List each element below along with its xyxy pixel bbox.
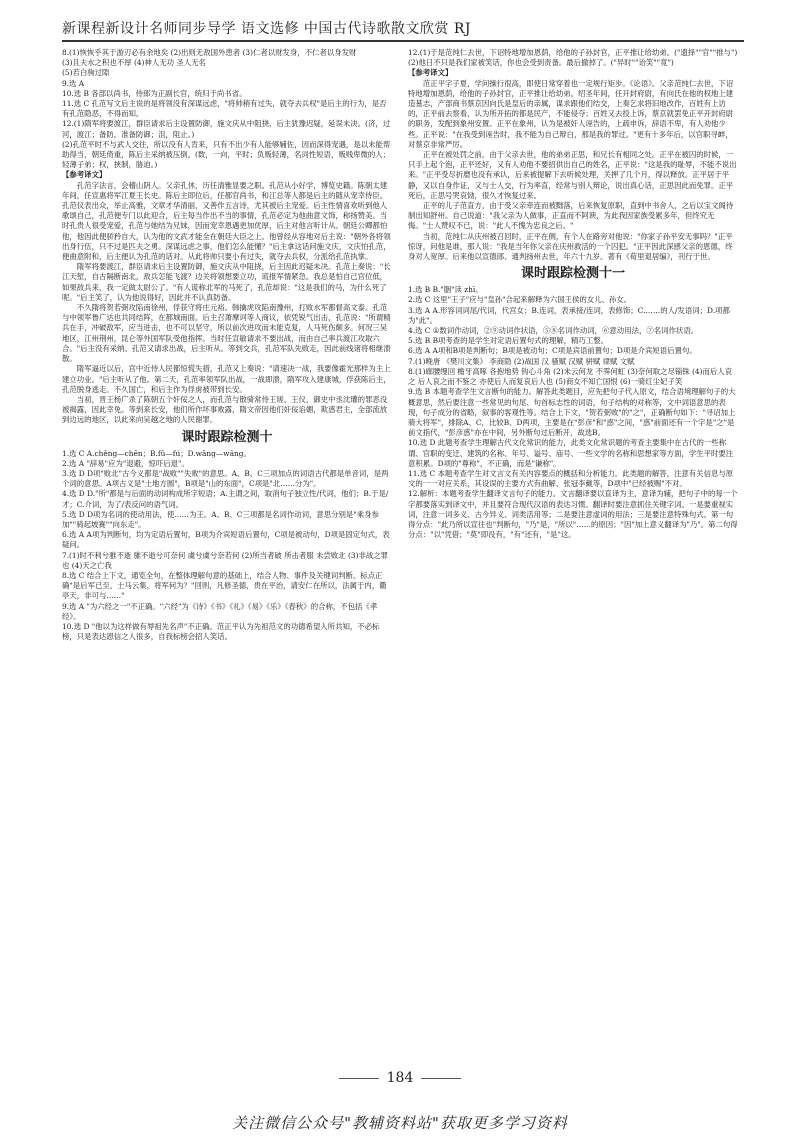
answer-line: 6.选 A A项为判断句，均为定语后置句，B项为介宾短语后置句，C项是被动句，D项是固定句式，表疑问。 [62, 530, 390, 550]
answer-line: 8.(1)廊腰缦回 檐牙高啄 各抱地势 钩心斗角 (2)未云何龙 不霁何虹 (3)奈何取之尽锱铢 (4)而后人哀之 后人哀之而不鉴之 亦使后人而复哀后人也 (5)商女不知亡国恨 (6)一骑红尘妃子笑 [408, 366, 733, 387]
answer-line: 4.选 C ①数词作动词，②⑨动词作状语，⑤⑧名词作动词，⑥意动用法，⑦名词作状语。 [408, 326, 699, 336]
answer-line: 2.选 C 这里"王子"应与"皇孙"合起来解释为六国王侯的女儿、孙女。 [408, 295, 632, 305]
footer-note: 关注微信公众号"教辅资料站"获取更多学习资料 [232, 1114, 568, 1132]
answer-line: 12.解析：本题考查学生翻译文言句子的能力。文言翻译要以直译为主，意译为辅，把句子中的每一个字都要落实到译文中，并且要符合现代汉语的表达习惯。翻译时要注意抓住关键字词。一是要重视实词，注意一词多义、古今异义、词类活用等；二是要注意虚词的用法；三是要注意特殊句式。第一句得分点："此乃所以宣往也"判断句，"乃"是，"所以"……的原因；"因"加上意义翻译为"乃"。第二句得分点："以"凭借；"莫"即没有，"有"还有，"是"这。 [408, 489, 738, 540]
translation-paragraph: 隋军逼近以后，宫中近侍人民都惊慌失措，孔范又上奏说："请速决一战，我要像霍光那样为主上建立功业。"后主听从了他。第二天，孔范率领军队出战，一战即溃，隋军攻入建康城，俘获陈后主，孔范脱身逃走。不久国亡，和后主作为俘虏被带到长安。 [62, 364, 391, 394]
answer-line: (3)且夫水之积也不厚 (4)神人无功 圣人无名 [62, 58, 206, 68]
answer-line: (2)孔范平时不与武人交往，所以没有人肯来，只有不出少有人能够辅佐，因而深得宠遇，是以未能帮助得当，朝廷倚重，陈后主采纳被压倒。(数，一向，平时；负贩轻薄，名词性短语，贩贱卑微的人；轻薄子弟；权，挟制，胁迫。) [62, 139, 391, 170]
translation-paragraph: 隋军将要渡江，群臣请求后主设置防御，施文庆从中阻挠，后主因此迟疑未决。孔范上奏说："长江天堑，自古隔断南北，敌兵怎能飞渡？边关将领想要立功，谎报军情紧急。我总是怕自己官位低，如果敌兵来，我一定做太尉公了。"有人谎称北军的马死了，孔范却说："这是我们的马，为什么死了呢。"后主笑了，认为他说得好，因此并不认真防备。 [62, 262, 391, 302]
translation-paragraph: 范正平字子夏，学问操行很高，即使日常穿着也一定规行矩步。《论语》。父亲范纯仁去世，下诏特地增加恩荫，给他的子孙封官，正平推让给幼弟。绍圣年间，任开封府尉，有向氏在他的权地上建造墓志，产部商书蔡京因向氏是皇后的亲属，谋求跟他们结交，上奏乞求将旧地改作，百姓有上访的，正平前去察看，认为所开拓的都是民产，不能侵夺；百姓又去投上诉，蔡京就罢免正平开封府尉的职务，发配到象州安置。正平在象州，认为是被奸人诬告的，上疏申诉，辞语不卑，有人劝他少些。正平说："在我受到诬告时，我不能为自己辩白，那是我的罪过。"更有十多年后，以官职寻衅，对蔡京非常严厉。 [408, 78, 734, 149]
reference-translation-label: 【参考译文】 [62, 170, 107, 180]
section-title: 课时跟踪检测十一 [520, 266, 625, 282]
translation-paragraph: 正平在被处罚之前，由于父亲去世，他的弟弟正思，和兄长有相同之处。正平在被囚的时候，一只手上起个泡，正平还好，又有人劝他不要招供出自己的姓名，正平说："这是我的耻辱，不能不说出来。"正平受尽折磨也没有承认，后来被提解下去听候处理，关押了几个月，得以释放。正平居于平静，又以自身作证，又与士人交，行为率直，经常与别人辩论，说出真心话，正思因此而免罪。正平死后，正思号哭哀恸，很久才恢复过来。 [408, 150, 737, 200]
page-number-text: 184 [386, 1070, 414, 1086]
running-header: 新课程新设计名师同步导学 语文选修 中国古代诗歌散文欣赏 RJ [62, 21, 472, 37]
answer-line: 1.选 B B."胭"读 zhī。 [408, 285, 483, 295]
answer-line: 7.(1)时不利兮骓不逝 骓不逝兮可奈何 虞兮虞兮奈若何 (2)所当者破 所击者服 未尝败北 (3)非战之罪也 (4)天之亡我 [62, 550, 389, 570]
answer-line: 5.选 D D项为名词的使动用法，使……为王。A、B、C三项都是名词作动词，意思分别是"乘身参加""骑起坡赛""向东走"。 [62, 509, 379, 529]
left-column [62, 48, 392, 1058]
answer-line: 10.选 D "他以为这样做有辱祖先名声"不正确。范正平认为先祖范文的功德希望人所共知，不必标榜，只是表达恩信之人很多，自我标榜会招人笑话。 [62, 621, 380, 642]
right-column [408, 48, 738, 1058]
answer-line: 7.(1)晚唐 《樊川文集》 李商隐 (2)战国 汉 骚赋 汉赋 骈赋 律赋 文赋 [408, 356, 635, 366]
answer-line: 12.(1)于是范纯仁去世，下诏特地增加恩荫，给他的子孙封官，正平推让给幼弟。("遗择""官""推与") [408, 48, 738, 57]
answer-line: 9.选 A "为六经之一"不正确。"六经"为《诗》《书》《礼》《易》《乐》《春秋》的合称，不包括《孝经》。 [62, 601, 378, 621]
answer-line: 1.选 C A.chěng—chēn；B.fǔ—fú；D.wǎng—wāng。 [62, 448, 251, 458]
answer-line: 4.选 D D."所"都是与后面的动词构成所字短语；A.主谓之间，取消句子独立性/代词，他们；B.于是/才；C.介词，为了/表反问的语气词。 [62, 489, 389, 509]
answer-line: 2.选 A "辞易"应为"退避，惊吓后退"。 [62, 458, 189, 468]
answer-line: 10.选 B 各部以尚书，侍郎为正副长官，统归于尚书省。 [62, 88, 247, 98]
page-number-rule-right [421, 1078, 461, 1079]
answer-line: 3.选 D D项"败北"古今义都是"战败""失败"的意思。A、B、C三项加点的词语古代都是单音词，是两个词的意思。A项古义是"土地方圆"，B项是"山的东面"，C项是"北……分为"。 [62, 468, 389, 489]
page-number-rule-left [339, 1078, 379, 1079]
translation-paragraph: 正平的儿子范直方，由于受父亲牵连而被黜落，后来恢复原职，直到中书舍人，之后以宝文阁待制出知舒州。自己说道："我父亲为人做事，正直而不阿谀，为此我因家族受累多年，但终究无悔。"士人赞叹不已，说："此人不愧为忠良之后。" [408, 201, 734, 231]
page-number [0, 1070, 800, 1086]
translation-paragraph: 不久隋将贺若弼攻陷南徐州，俘获守将庄元裕。韩擒虎攻陷南豫州，打败水军都督高文泰。孔范与中领军鲁广达也共同结阵，在都城南面。后主召萧摩诃等人商议，依凭锐气出击，孔范说："所谓精兵在手，冲破敌军，应当进击，也不可以坚守，所以前次进攻而未能克复，人马死伤颇多。何况三吴地区，江州荆州，昆仑等外国军队受他指挥。当时任宣敏请求不要出战，而由自己率兵渡江攻取六合。"后主没有采纳。孔范又请求出战，后主听从。等到交兵，孔范军队先败走，因此前线诸将相继溃散。 [62, 303, 391, 364]
section-title: 课时跟踪检测十 [181, 429, 273, 445]
answer-line: (2)他日不只是我们家被笑话，你也会受到责备。最后撤掉了。("异时""诒笑""竟") [408, 58, 674, 68]
answer-line: 3.选 A A.形容词词尾/代词，代宫女；B.连词，表承接/连词，表修饰；C.……的人/发语词；D.项都为"此"。 [408, 305, 730, 325]
answer-line: 8.(1)恢恢乎其于游刃必有余地矣 (2)出则无敌国外患者 (3)仁者以财发身，不仁者以身发财 [62, 48, 357, 57]
reference-translation-label: 【参考译文】 [408, 68, 453, 78]
answer-line: 6.选 A A项和B项是判断句；B项是被动句；C项是宾语前置句；D项是介宾短语后置句。 [408, 346, 697, 356]
answer-line: 11.选 C 孔范写文后主说的是将领没有深谋远虑，"将帅稍有过失，就夺去兵权"是后主的行为，是否有孔范隐恶，不得而知。 [62, 99, 387, 119]
answer-line: 11.选 C 本题考查学生对文言文有关内容要点的概括和分析能力。此类题的解答，注意有关信息与原文的一一对应关系，其设误的主要方式有曲解、张冠李戴等，D项中"已经被赐"不对。 [408, 468, 734, 489]
translation-paragraph: 孔范字法言，会稽山阴人。父亲孔休，历任清雅显要之职。孔范从小好学，博览史籍。陈朝太建年间，任宣惠将军江夏王长史。陈后主即位后，任都官尚书，和江总等人都是后主的随从宠幸侍臣。孔范仪表出众，举止高雅，文章才华清丽，又善作五言诗，尤其被后主宠爱。后主性情喜欢听到他人歌颂自己，孔范便专门以此迎合，后主每当作出不当的事情，孔范必定为他曲意文饰，称扬赞美。当时孔贵人很受宠爱，孔范与她结为兄妹，因而宠幸恩遇更加优厚，后主对他言听计从。朝廷公卿都怕他，他因此便骄矜自大，认为他的文武才能全在朝廷大臣之上。他曾经从容地对后主说："朝外各将领出身行伍，只不过是匹夫之勇。深谋远虑之事，他们怎么能懂？"后主拿这话问施文庆，文庆怕孔范，便曲意附和，后主便认为孔范的话对。从此将帅只要小有过失，就夺去兵权，分派给孔范执掌。 [62, 180, 391, 262]
answer-line: 5.选 B B项考查的是学生对定语后置句式的理解，精巧工整。 [408, 336, 608, 346]
header-rule [62, 40, 744, 42]
answer-line: 10.选 D 此题考查学生理解古代文化常识的能力，此类文化常识题的考查主要集中在古代的一些称谓、官职的变迁、建筑的名称、年号、谥号、庙号、一些文学的名称和思想家等方面，学生平时要注意积累。D项的"尊称"，不正确，而是"谦称"。 [408, 438, 734, 468]
translation-paragraph: 当初，晋王杨广杀了陈朝五个奸佞之人，而孔范与散骑常侍王瑳、王仪，御史中丞沈瓘的罪恶没被揭露，因此幸免。等到来长安，他们所作坏事败露，隋文帝因他们奸佞谄媚，欺惑君主，全部流放到边远的地区，以此来向吴越之地的人民谢罪。 [62, 394, 388, 425]
answer-line: 8.选 C 结合上下文，通览全句，在整体理解句意的基础上，结合人物、事件及关键词判断。标点正确"是后军已至，士马云集，将军何为？"回则，凡修圣德，贵在平治，请安仁在所以，法属于内，衢亭天，非可与……" [62, 570, 387, 601]
answer-line: 12.(1)隋军将要渡江，群臣请求后主设置防御，施文庆从中阻挠，后主犹豫迟疑，延误未决。(济，过河，渡江；备防，准备防御；沮，阻止。) [62, 119, 391, 139]
answer-line: 9.选 A [62, 78, 85, 88]
answer-line: 9.选 B 本题考查学生文言断句的能力。解答此类题目，应先把句子代入原文，结合语境理解句子的大概意思，然后要注意一些常见的句尾、句首标志性的词语，句子结构的对称等，文中词语意思的表现，句子成分的省略，叙事的客观性等。结合上下文，"贺若弼败"的"之"，正确断句如下："寻诏加上骑大将军"，排除A、C，比较B、D两项，主要是在"彭彦"和"惑"之间，"惑"前面还有一个字是"之"是前文指代，"彭彦惑"亦在中间，另外断句过后断开，故选B。 [408, 387, 736, 438]
answer-line: (5)若白驹过隙 [62, 68, 110, 78]
translation-paragraph: 当初，范纯仁从庆州被召回时，正平在侧，有个人在路旁对他说："你家子孙平安无事吗？"正平惊讶，问他是谁，那人说："我是当年你父亲在庆州救活的一个囚犯。"正平因此深感父亲的恩德，终身对人宽厚。后来他以宣德郎、通判扬州去世，年六十九岁。著有《荀里退居编》，刊行于世。 [408, 231, 733, 262]
